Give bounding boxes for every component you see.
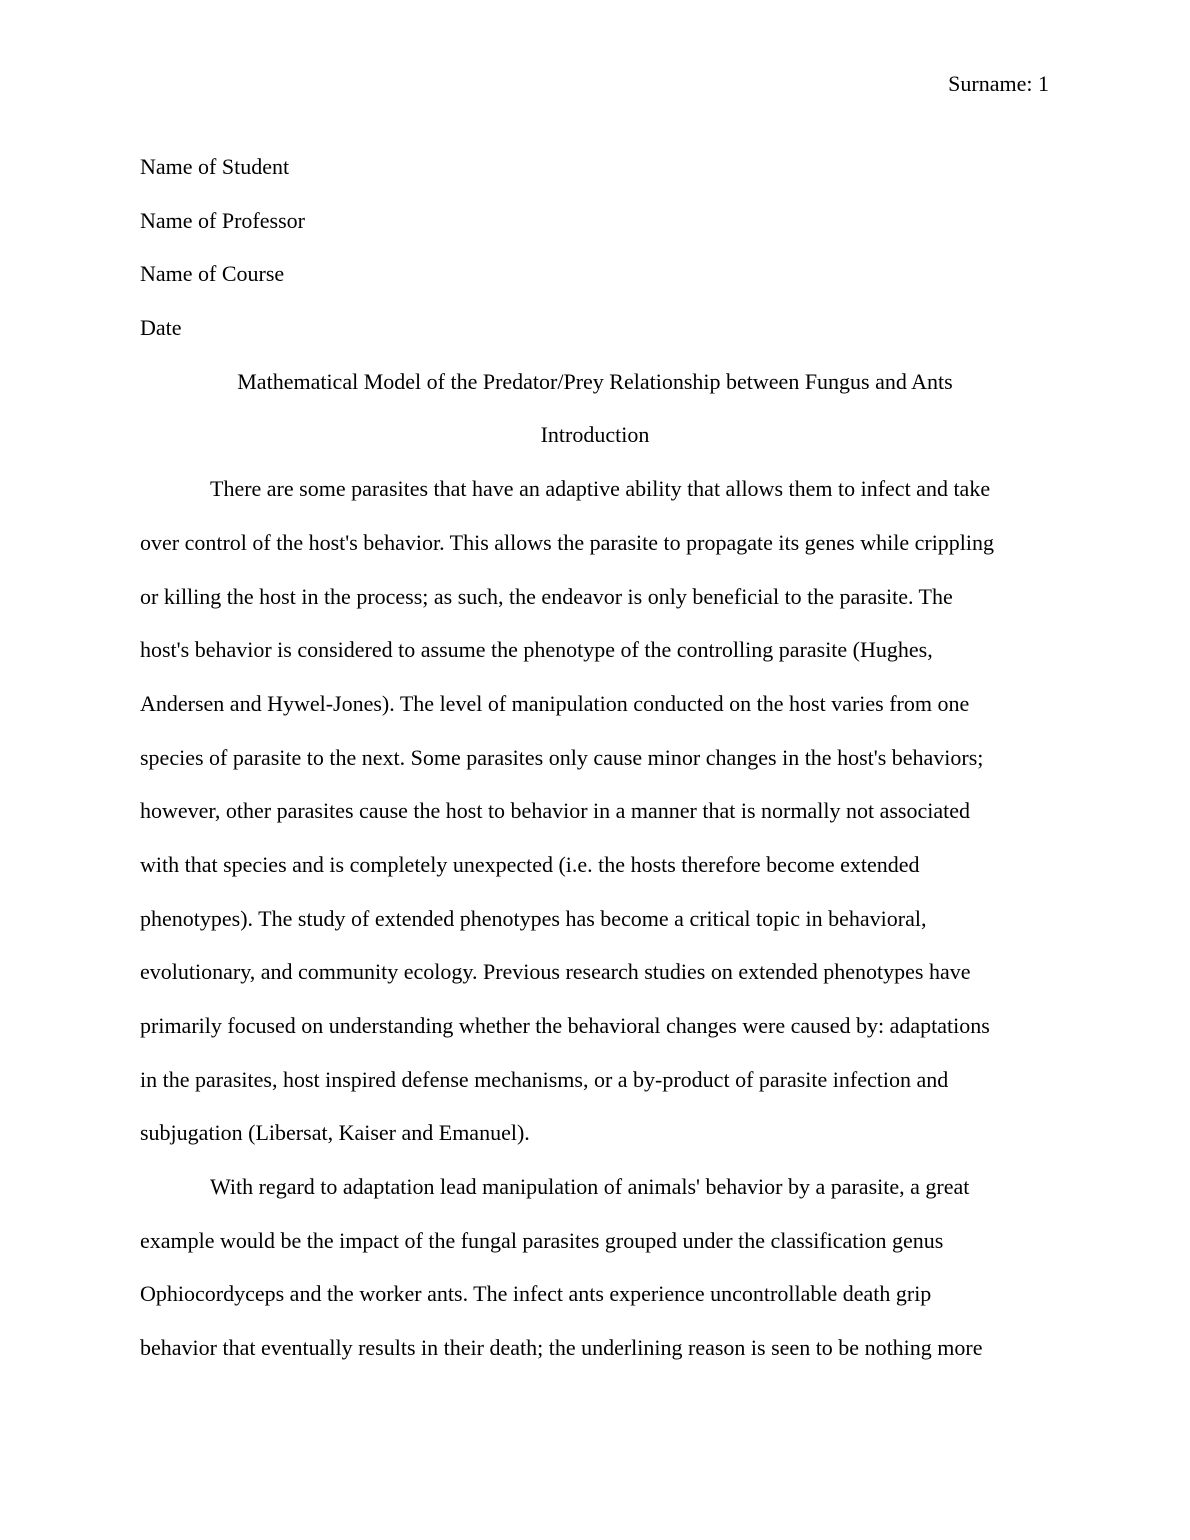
paragraph-2: [140, 1160, 1050, 1375]
paragraph-line: or killing the host in the process; as such, the endeavor is only beneficial to the parasite. The: [140, 583, 953, 609]
paragraph-line: however, other parasites cause the host to behavior in a manner that is normally not associated: [140, 798, 970, 824]
course-name: Name of Course: [140, 261, 285, 287]
paragraph-line: behavior that eventually results in their death; the underlining reason is seen to be nothing more: [140, 1335, 983, 1361]
paragraph-line: There are some parasites that have an adaptive ability that allows them to infect and take: [210, 476, 991, 502]
paragraph-line: Andersen and Hywel-Jones). The level of manipulation conducted on the host varies from one: [140, 690, 970, 716]
paragraph-line: evolutionary, and community ecology. Previous research studies on extended phenotypes have: [140, 959, 971, 985]
paragraph-line: species of parasite to the next. Some parasites only cause minor changes in the host's behaviors;: [140, 744, 984, 770]
paragraph-line: host's behavior is considered to assume the phenotype of the controlling parasite (Hughes,: [140, 637, 933, 663]
paragraph-line: With regard to adaptation lead manipulation of animals' behavior by a parasite, a great: [210, 1174, 970, 1200]
paragraph-line: example would be the impact of the fungal parasites grouped under the classification genus: [140, 1227, 944, 1253]
paper-title: Mathematical Model of the Predator/Prey Relationship between Fungus and Ants: [237, 368, 953, 394]
document-body: [140, 140, 1050, 1375]
paragraph-line: over control of the host's behavior. This allows the parasite to propagate its genes while crippling: [140, 529, 995, 555]
professor-name: Name of Professor: [140, 207, 305, 233]
paragraph-line: in the parasites, host inspired defense mechanisms, or a by-product of parasite infection and: [140, 1066, 949, 1092]
running-head: Surname: 1: [948, 71, 1049, 96]
paragraph-line: with that species and is completely unexpected (i.e. the hosts therefore become extended: [140, 851, 920, 877]
paragraph-line: primarily focused on understanding whether the behavioral changes were caused by: adaptations: [140, 1013, 990, 1038]
date: Date: [140, 315, 182, 341]
paragraph-line: subjugation (Libersat, Kaiser and Emanuel).: [140, 1120, 530, 1146]
section-heading: Introduction: [540, 422, 650, 448]
paragraph-line: phenotypes). The study of extended phenotypes has become a critical topic in behavioral,: [140, 905, 927, 931]
paragraph-1: [140, 462, 1050, 1160]
student-name: Name of Student: [140, 154, 290, 179]
paragraph-line: Ophiocordyceps and the worker ants. The infect ants experience uncontrollable death grip: [140, 1281, 932, 1307]
